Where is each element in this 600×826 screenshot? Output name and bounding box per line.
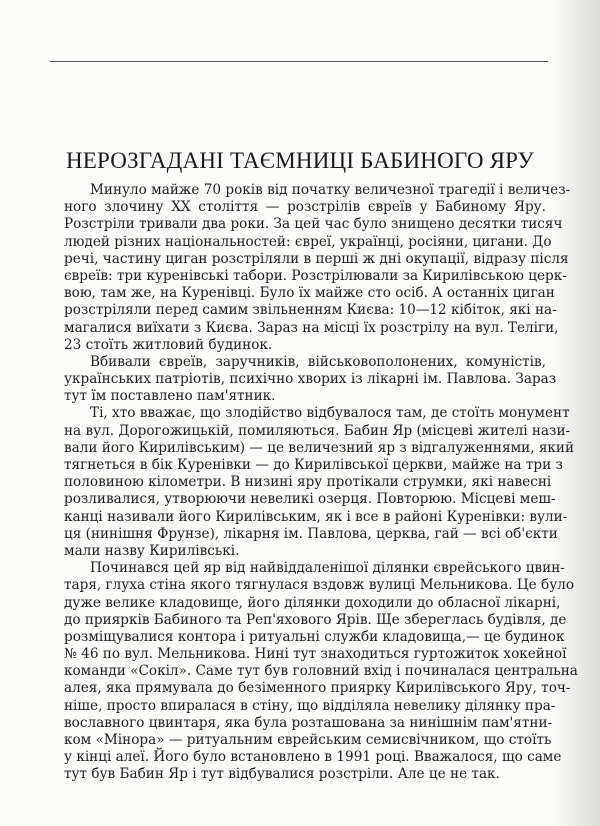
text-line: вали його Кирилівським) — це величезний яр з відгалуженнями, який [64, 439, 575, 456]
text-line: магалися виїхати з Києва. Зараз на місці їх розстрілу на вул. Теліги, [64, 319, 559, 336]
text-line: розливалися, утворюючи невеликі озерця. Повторюю. Місцеві меш- [64, 491, 556, 508]
text-line: Ті, хто вважає, що злодійство відбувалося там, де стоїть монумент [90, 405, 570, 422]
text-line: тягнеться в бік Куренівки — до Кирилівської церкви, майже на три з [64, 457, 563, 473]
text-line: речі, частину циган розстріляли в перші ж дні окупації, відразу після [64, 250, 569, 267]
text-line: розміщувалися контора і ритуальні служби кладовища,— це будинок [64, 628, 565, 645]
text-line: вою, там же, на Куренівці. Було їх майже сто осіб. А останніх циган [64, 285, 555, 302]
text-line: Розстріли тривали два роки. За цей час було знищено десятки тисяч [64, 216, 563, 233]
text-line: людей різних національностей: євреї, українці, росіяни, цигани. До [64, 233, 552, 250]
text-line: у кінці алеї. Його було встановлено в 1991 році. Вважалося, що саме [64, 749, 562, 766]
text-line: розстріляли перед самим звільненням Києва: 10—12 кібіток, які на- [64, 302, 557, 319]
text-line: ного злочину XX століття — розстрілів євреїв у Бабиному Яру. [64, 199, 546, 216]
text-line: українських патріотів, психічно хворих із лікарні ім. Павлова. Зараз [64, 371, 557, 388]
text-line: до приярків Бабиного та Реп'яхового Ярів. Ще збереглась будівля, де [64, 611, 567, 628]
text-line: команди «Сокіл». Саме тут був головний вхід і починалася центральна [64, 663, 578, 680]
text-line: Починався цей яр від найвіддаленішої ділянки єврейського цвин- [90, 560, 565, 577]
text-line: євреїв: три куренівські табори. Розстрілювали за Кирилівською церк- [64, 267, 567, 284]
text-line: половиною кілометри. В низині яру протікали струмки, які навесні [64, 474, 552, 491]
text-line: ком «Мінора» — ритуальним єврейським семисвічником, що стоїть [64, 732, 552, 748]
paragraph [64, 560, 578, 783]
text-line: алея, яка прямувала до безіменного приярку Кирилівського Яру, точ- [64, 680, 571, 697]
text-line: на вул. Дорогожицькій, помиляються. Бабин Яр (місцеві жителі нази- [64, 422, 571, 439]
text-line: ніше, просто впиралася в стіну, що відділяла невелику ділянку пра- [64, 697, 556, 714]
article-body [64, 182, 578, 784]
text-line: 23 стоїть житловий будинок. [64, 336, 273, 353]
text-line: № 46 по вул. Мельникова. Нині тут знаходиться гуртожиток хокейної [64, 646, 567, 663]
page-title: НЕРОЗГАДАНІ ТАЄМНИЦІ БАБИНОГО ЯРУ [65, 148, 535, 173]
paragraph [64, 353, 557, 406]
text-line: канці називали його Кирилівським, як і все в районі Куренівки: вули- [64, 508, 568, 525]
text-line: тут був Бабин Яр і тут відбувалися розстріли. Але це не так. [64, 766, 500, 783]
text-line: Вбивали євреїв, заручників, військовополонених, комуністів, [90, 353, 546, 370]
paragraph [64, 405, 575, 560]
header-rule [50, 61, 548, 62]
text-line: вославного цвинтаря, яка була розташована за нинішнім пам'ятни- [64, 714, 553, 731]
text-line: мали назву Кирилівські. [64, 542, 240, 559]
text-line: тут їм поставлено пам'ятник. [64, 388, 276, 405]
text-line: дуже велике кладовище, його ділянки доходили до обласної лікарні, [64, 594, 561, 611]
text-line: ця (нинішня Фрунзе), лікарня ім. Павлова, церква, гай — всі об'єкти [64, 525, 558, 542]
text-line: таря, глуха стіна якого тягнулася вздовж вулиці Мельникова. Це було [64, 577, 575, 594]
text-line: Минуло майже 70 років від початку величезної трагедії і величез- [90, 182, 571, 198]
paragraph [64, 182, 571, 354]
